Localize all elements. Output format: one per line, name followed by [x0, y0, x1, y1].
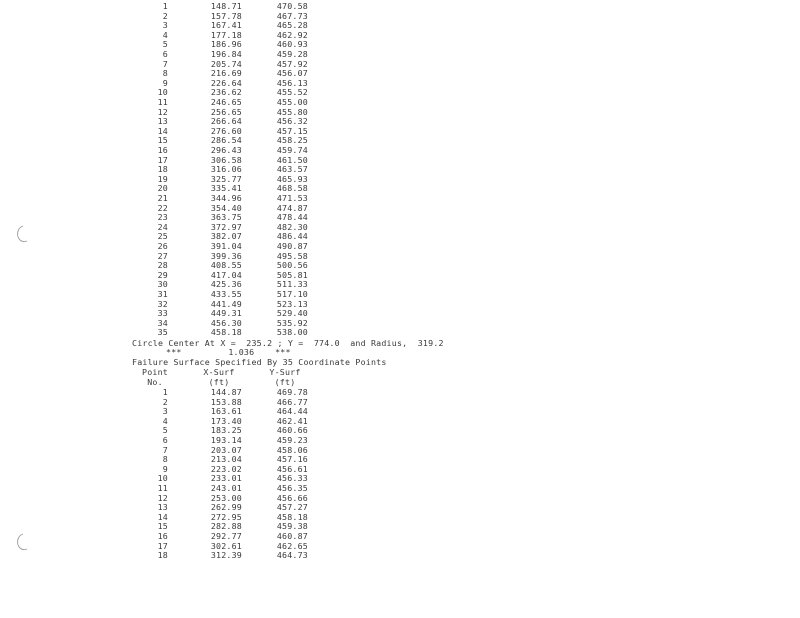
x-coordinate: 417.04	[210, 269, 242, 280]
point-number: 16	[157, 145, 168, 155]
point-number: 11	[157, 97, 168, 107]
x-coordinate: 425.36	[210, 279, 242, 290]
y-coordinate: 456.07	[276, 68, 308, 79]
x-coordinate: 382.07	[210, 231, 242, 242]
y-coordinate: 462.41	[276, 415, 308, 426]
column-header-y-surf: Y-Surf	[269, 367, 301, 377]
x-coordinate: 144.87	[210, 387, 242, 397]
x-coordinate: 233.01	[210, 473, 242, 484]
x-coordinate: 183.25	[210, 425, 242, 436]
point-number: 13	[157, 502, 168, 513]
point-number: 26	[157, 241, 168, 251]
point-number: 6	[162, 435, 168, 445]
x-coordinate: 216.69	[210, 68, 242, 79]
point-number: 28	[157, 260, 168, 271]
x-coordinate: 262.99	[210, 502, 242, 513]
x-coordinate: 153.88	[210, 396, 242, 407]
x-coordinate: 266.64	[210, 116, 242, 127]
point-number: 9	[162, 463, 168, 474]
point-number: 9	[162, 77, 168, 88]
y-coordinate: 460.87	[276, 531, 308, 541]
point-number: 14	[157, 125, 168, 136]
y-coordinate: 463.57	[276, 164, 308, 175]
x-coordinate: 173.40	[210, 415, 242, 426]
point-number: 20	[157, 183, 168, 194]
page-curl-mark-icon	[14, 532, 28, 552]
y-coordinate: 459.74	[276, 145, 308, 155]
y-coordinate: 535.92	[276, 317, 308, 328]
y-coordinate: 490.87	[276, 241, 308, 251]
point-number: 17	[157, 540, 168, 551]
y-coordinate: 457.15	[276, 125, 308, 136]
x-coordinate: 163.61	[210, 406, 242, 417]
x-coordinate: 408.55	[210, 260, 242, 271]
point-number: 17	[157, 154, 168, 165]
x-coordinate: 157.78	[210, 10, 242, 21]
failure-surface-title: Failure Surface Specified By 35 Coordinate Points	[132, 357, 387, 367]
y-coordinate: 500.56	[276, 260, 308, 271]
x-coordinate: 354.40	[210, 202, 242, 213]
y-coordinate: 458.06	[276, 444, 308, 455]
point-number: 8	[162, 454, 168, 465]
y-coordinate: 474.87	[276, 202, 308, 213]
y-coordinate: 459.23	[276, 435, 308, 445]
y-coordinate: 511.33	[276, 279, 308, 290]
x-coordinate: 363.75	[210, 212, 242, 223]
x-coordinate: 316.06	[210, 164, 242, 175]
y-coordinate: 486.44	[276, 231, 308, 242]
y-coordinate: 462.92	[276, 29, 308, 40]
x-coordinate: 325.77	[210, 173, 242, 184]
x-coordinate: 186.96	[210, 39, 242, 50]
x-coordinate: 286.54	[210, 135, 242, 146]
y-coordinate: 466.77	[276, 396, 308, 407]
x-coordinate: 372.97	[210, 221, 242, 232]
y-coordinate: 456.13	[276, 77, 308, 88]
point-number: 1	[162, 387, 168, 397]
y-coordinate: 459.38	[276, 521, 308, 532]
x-coordinate: 449.31	[210, 308, 242, 319]
point-number: 35	[157, 327, 168, 338]
y-coordinate: 478.44	[276, 212, 308, 223]
y-coordinate: 462.65	[276, 540, 308, 551]
point-number: 6	[162, 49, 168, 59]
column-header-y-unit: (ft)	[274, 377, 296, 387]
y-coordinate: 517.10	[276, 289, 308, 299]
x-coordinate: 292.77	[210, 531, 242, 541]
x-coordinate: 203.07	[210, 444, 242, 455]
x-coordinate: 223.02	[210, 463, 242, 474]
factor-of-safety-line: *** 1.036 ***	[166, 347, 291, 357]
x-coordinate: 391.04	[210, 241, 242, 251]
column-header-x-surf: X-Surf	[203, 367, 235, 377]
point-number: 2	[162, 396, 168, 407]
x-coordinate: 193.14	[210, 435, 242, 445]
x-coordinate: 433.55	[210, 289, 242, 299]
y-coordinate: 457.27	[276, 502, 308, 513]
point-number: 18	[157, 164, 168, 175]
x-coordinate: 312.39	[210, 550, 242, 561]
y-coordinate: 461.50	[276, 154, 308, 165]
x-coordinate: 148.71	[210, 1, 242, 11]
point-number: 5	[162, 39, 168, 50]
y-coordinate: 456.66	[276, 492, 308, 503]
point-number: 13	[157, 116, 168, 127]
point-number: 30	[157, 279, 168, 290]
y-coordinate: 456.33	[276, 473, 308, 484]
x-coordinate: 306.58	[210, 154, 242, 165]
point-number: 12	[157, 492, 168, 503]
y-coordinate: 523.13	[276, 298, 308, 309]
y-coordinate: 469.78	[276, 387, 308, 397]
point-number: 10	[157, 87, 168, 98]
point-number: 7	[162, 58, 168, 69]
point-number: 24	[157, 221, 168, 232]
y-coordinate: 455.52	[276, 87, 308, 98]
point-number: 14	[157, 511, 168, 522]
x-coordinate: 226.64	[210, 77, 242, 88]
point-number: 3	[162, 406, 168, 417]
x-coordinate: 213.04	[210, 454, 242, 465]
x-coordinate: 399.36	[210, 250, 242, 261]
point-number: 4	[162, 29, 168, 40]
y-coordinate: 458.18	[276, 511, 308, 522]
y-coordinate: 455.00	[276, 97, 308, 107]
y-coordinate: 465.93	[276, 173, 308, 184]
y-coordinate: 455.80	[276, 106, 308, 117]
point-number: 32	[157, 298, 168, 309]
y-coordinate: 458.25	[276, 135, 308, 146]
point-number: 3	[162, 20, 168, 31]
y-coordinate: 456.61	[276, 463, 308, 474]
page-curl-mark-icon	[14, 224, 28, 244]
y-coordinate: 538.00	[276, 327, 308, 338]
column-header-x-unit: (ft)	[208, 377, 230, 387]
y-coordinate: 467.73	[276, 10, 308, 21]
column-header-point: Point	[142, 367, 168, 377]
point-number: 11	[157, 483, 168, 493]
x-coordinate: 253.00	[210, 492, 242, 503]
x-coordinate: 296.43	[210, 145, 242, 155]
x-coordinate: 205.74	[210, 58, 242, 69]
x-coordinate: 196.84	[210, 49, 242, 59]
x-coordinate: 344.96	[210, 193, 242, 203]
x-coordinate: 282.88	[210, 521, 242, 532]
x-coordinate: 256.65	[210, 106, 242, 117]
x-coordinate: 177.18	[210, 29, 242, 40]
x-coordinate: 272.95	[210, 511, 242, 522]
x-coordinate: 246.65	[210, 97, 242, 107]
point-number: 15	[157, 521, 168, 532]
y-coordinate: 457.92	[276, 58, 308, 69]
y-coordinate: 459.28	[276, 49, 308, 59]
y-coordinate: 465.28	[276, 20, 308, 31]
point-number: 25	[157, 231, 168, 242]
y-coordinate: 456.32	[276, 116, 308, 127]
y-coordinate: 460.66	[276, 425, 308, 436]
y-coordinate: 529.40	[276, 308, 308, 319]
y-coordinate: 464.44	[276, 406, 308, 417]
point-number: 18	[157, 550, 168, 561]
x-coordinate: 456.30	[210, 317, 242, 328]
point-number: 12	[157, 106, 168, 117]
point-number: 23	[157, 212, 168, 223]
point-number: 21	[157, 193, 168, 203]
y-coordinate: 464.73	[276, 550, 308, 561]
y-coordinate: 456.35	[276, 483, 308, 493]
point-number: 4	[162, 415, 168, 426]
point-number: 8	[162, 68, 168, 79]
x-coordinate: 335.41	[210, 183, 242, 194]
point-number: 34	[157, 317, 168, 328]
y-coordinate: 470.58	[276, 1, 308, 11]
point-number: 29	[157, 269, 168, 280]
point-number: 1	[162, 1, 168, 11]
x-coordinate: 276.60	[210, 125, 242, 136]
point-number: 10	[157, 473, 168, 484]
x-coordinate: 441.49	[210, 298, 242, 309]
x-coordinate: 302.61	[210, 540, 242, 551]
x-coordinate: 236.62	[210, 87, 242, 98]
point-number: 22	[157, 202, 168, 213]
point-number: 5	[162, 425, 168, 436]
point-number: 16	[157, 531, 168, 541]
point-number: 15	[157, 135, 168, 146]
y-coordinate: 468.58	[276, 183, 308, 194]
y-coordinate: 460.93	[276, 39, 308, 50]
point-number: 27	[157, 250, 168, 261]
point-number: 33	[157, 308, 168, 319]
point-number: 19	[157, 173, 168, 184]
y-coordinate: 471.53	[276, 193, 308, 203]
x-coordinate: 458.18	[210, 327, 242, 338]
x-coordinate: 243.01	[210, 483, 242, 493]
y-coordinate: 482.30	[276, 221, 308, 232]
x-coordinate: 167.41	[210, 20, 242, 31]
point-number: 7	[162, 444, 168, 455]
circle-center-line: Circle Center At X = 235.2 ; Y = 774.0 and Radius, 319.2	[132, 338, 444, 348]
y-coordinate: 457.16	[276, 454, 308, 465]
column-header-no: No.	[147, 377, 163, 387]
y-coordinate: 495.58	[276, 250, 308, 261]
point-number: 31	[157, 289, 168, 299]
y-coordinate: 505.81	[276, 269, 308, 280]
point-number: 2	[162, 10, 168, 21]
